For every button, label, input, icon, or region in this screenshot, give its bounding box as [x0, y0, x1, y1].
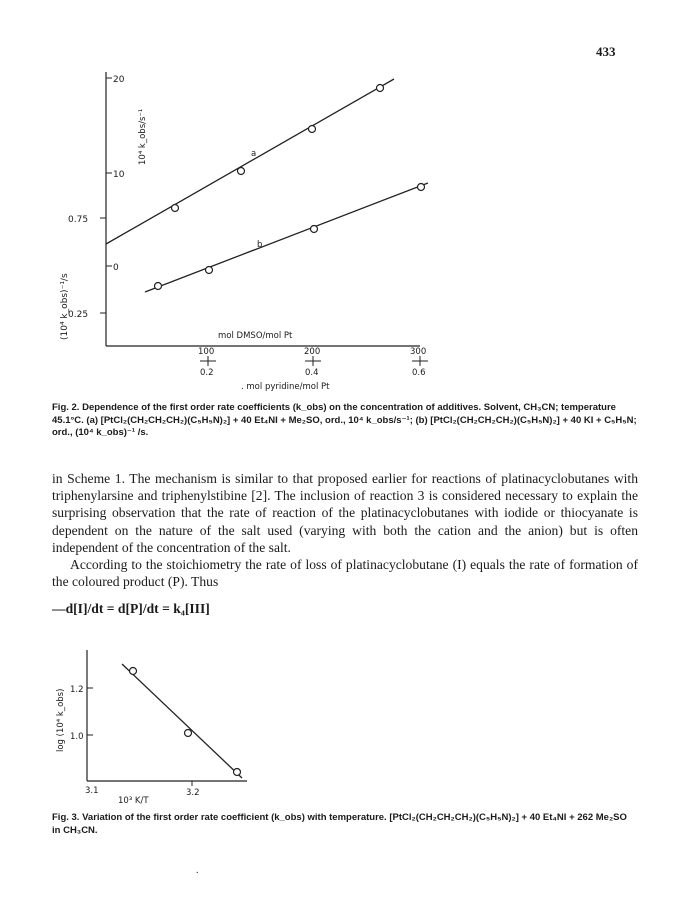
- fig2-dmso-tick: 100: [198, 347, 215, 357]
- fig2-dmso-tick: 300: [410, 347, 427, 357]
- fig3-x-axis-label: 10³ K/T: [118, 796, 149, 806]
- fig3-y-tick-label: 1.0: [70, 732, 84, 742]
- fig3-y-axis-label: log (10⁴ k_obs): [56, 688, 66, 752]
- fig2-outer-axis-label: (10⁴ k_obs)⁻¹/s: [60, 273, 70, 340]
- fig2-pyridine-axis-label: . mol pyridine/mol Pt: [241, 382, 330, 392]
- figure-2-caption-text: Dependence of the first order rate coefficients (k_obs) on the concentration of additives. Solvent, CH₃CN; temperature 45.1°C. (a) [PtCl₂(CH₂CH₂CH₂)(C₅H₅N)₂] + 40 Et₄NI + Me₂SO, ord., 10⁴ k_obs/s⁻¹; (b) [PtCl₂(CH₂CH₂CH₂)(C₅H₅N)₂] + 40 KI + C₅H₅N; ord., (10⁴ k_obs)⁻¹ /s.: [52, 402, 637, 438]
- figure-2-caption-lead: Fig. 2.: [52, 402, 80, 413]
- page-number: 433: [596, 44, 616, 59]
- figure-3-caption-text: Variation of the first order rate coefficient (k_obs) with temperature. [PtCl₂(CH₂CH₂CH₂)(C₅H₅N)₂] + 40 Et₄NI + 262 Me₂SO in CH₃CN.: [52, 812, 627, 836]
- fig3-x-tick-label: 3.2: [186, 788, 200, 798]
- fig3-fit-line: [122, 664, 242, 778]
- fig2-inner-tick-label: 20: [113, 75, 125, 85]
- figure-3-caption: [52, 812, 637, 837]
- body-paragraph-2: According to the stoichiometry the rate of loss of platinacyclobutane (I) equals the rate of formation of the coloured product (P). Thus: [52, 557, 638, 590]
- fig2-dmso-axis-label: mol DMSO/mol Pt: [218, 331, 293, 341]
- fig2-pyridine-tick: 0.4: [305, 368, 319, 378]
- fig2-pyridine-tick: 0.6: [412, 368, 426, 378]
- fig3-x-tick-label: 3.1: [85, 786, 99, 796]
- fig3-data-point: [130, 668, 137, 675]
- figure-3-caption-lead: Fig. 3.: [52, 812, 80, 823]
- fig2-inner-axis-label: 10⁴ k_obs/s⁻¹: [138, 108, 148, 165]
- rate-equation: —d[I]/dt = d[P]/dt = k₄[III]: [52, 601, 210, 616]
- fig2-outer-tick-label: 0.25: [68, 310, 89, 320]
- fig2-pyridine-tick: 0.2: [200, 368, 214, 378]
- fig2-series-a-label: a: [251, 149, 257, 159]
- fig2-series-b-label: b: [257, 240, 263, 250]
- fig3-data-point: [185, 730, 192, 737]
- fig2-outer-tick-label: 0.75: [68, 215, 89, 225]
- fig3-y-tick-label: 1.2: [70, 685, 84, 695]
- body-paragraph-1: in Scheme 1. The mechanism is similar to that proposed earlier for reactions of platinacyclobutanes with triphenylarsine and triphenylstibine [2]. The inclusion of reaction 3 is considered necessary to explain the surprising observation that the rate of reaction of the platinacyclobutanes with iodide or thiocyanate is dependent on the nature of the salt used (varying with both the cation and the anion) but is often independent of the concentration of the salt.: [52, 471, 638, 555]
- fig2-dmso-tick: 200: [304, 347, 321, 357]
- fig2-outer-tick-label: 0: [113, 263, 119, 273]
- fig3-data-point: [234, 769, 241, 776]
- stray-mark: .: [196, 865, 199, 876]
- fig2-inner-tick-label: 10: [113, 170, 125, 180]
